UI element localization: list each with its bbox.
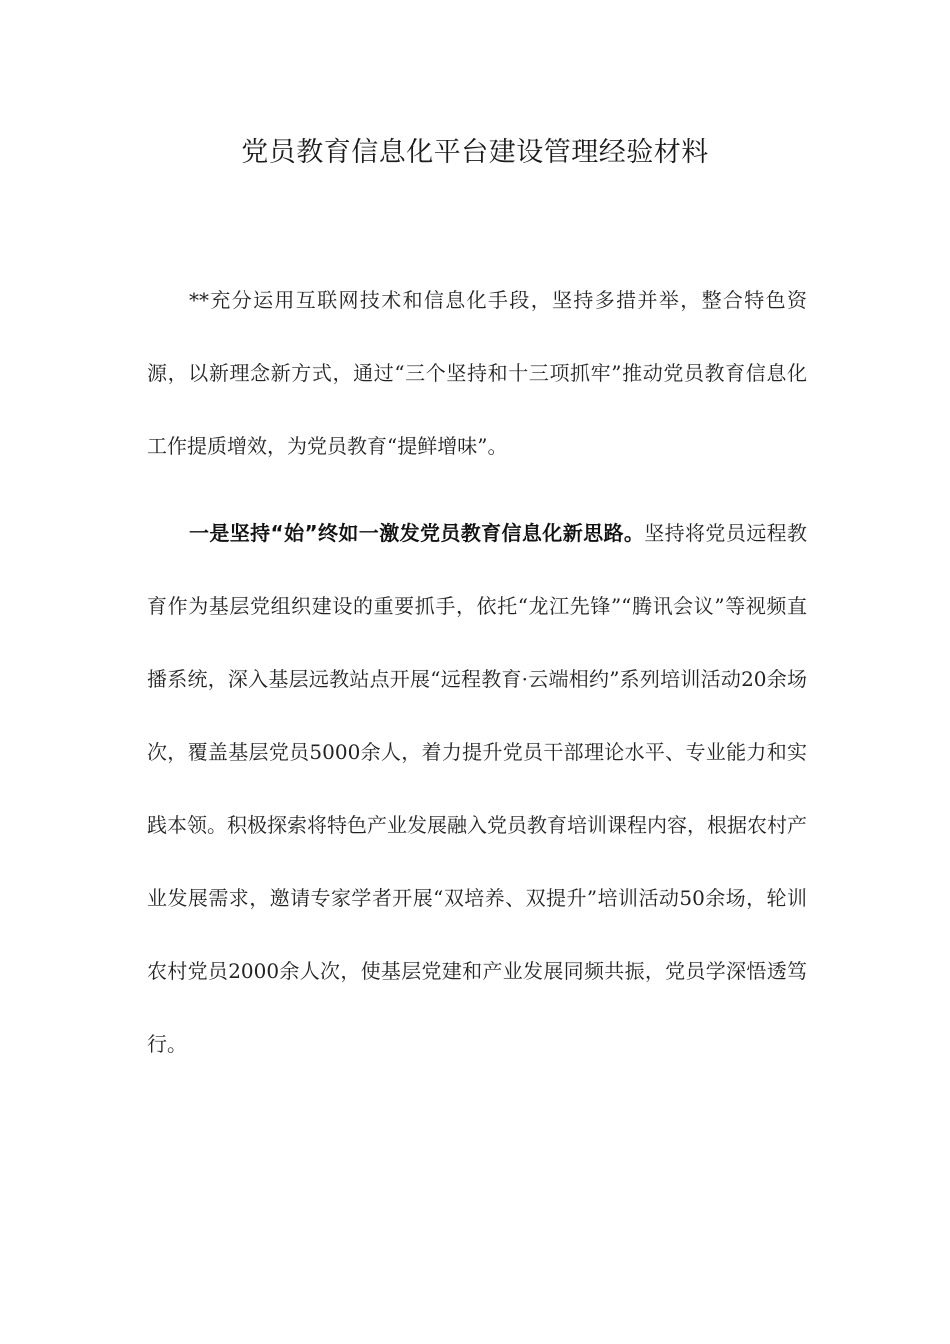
paragraph-section-one <box>147 497 807 1081</box>
paragraph-intro <box>147 264 807 483</box>
document-title: 党员教育信息化平台建设管理经验材料 <box>241 137 709 168</box>
paragraph-section-one-heading: 一是坚持“始”终如一激发党员教育信息化新思路。 <box>189 521 645 545</box>
paragraph-section-one-text: 坚持将党员远程教育作为基层党组织建设的重要抓手，依托“龙江先锋”“腾讯会议”等视频直播系统，深入基层远教站点开展“远程教育·云端相约”系列培训活动20余场次，覆盖基层党员5000余人，着力提升党员干部理论水平、专业能力和实践本领。积极探索将特色产业发展融入党员教育培训课程内容，根据农村产业发展需求，邀请专家学者开展“双培养、双提升”培训活动50余场，轮训农村党员2000余人次，使基层党建和产业发展同频共振，党员学深悟透笃行。 <box>147 521 807 1056</box>
paragraph-intro-text: **充分运用互联网技术和信息化手段，坚持多措并举，整合特色资源，以新理念新方式，通过“三个坚持和十三项抓牢”推动党员教育信息化工作提质增效，为党员教育“提鲜增味”。 <box>147 288 807 458</box>
